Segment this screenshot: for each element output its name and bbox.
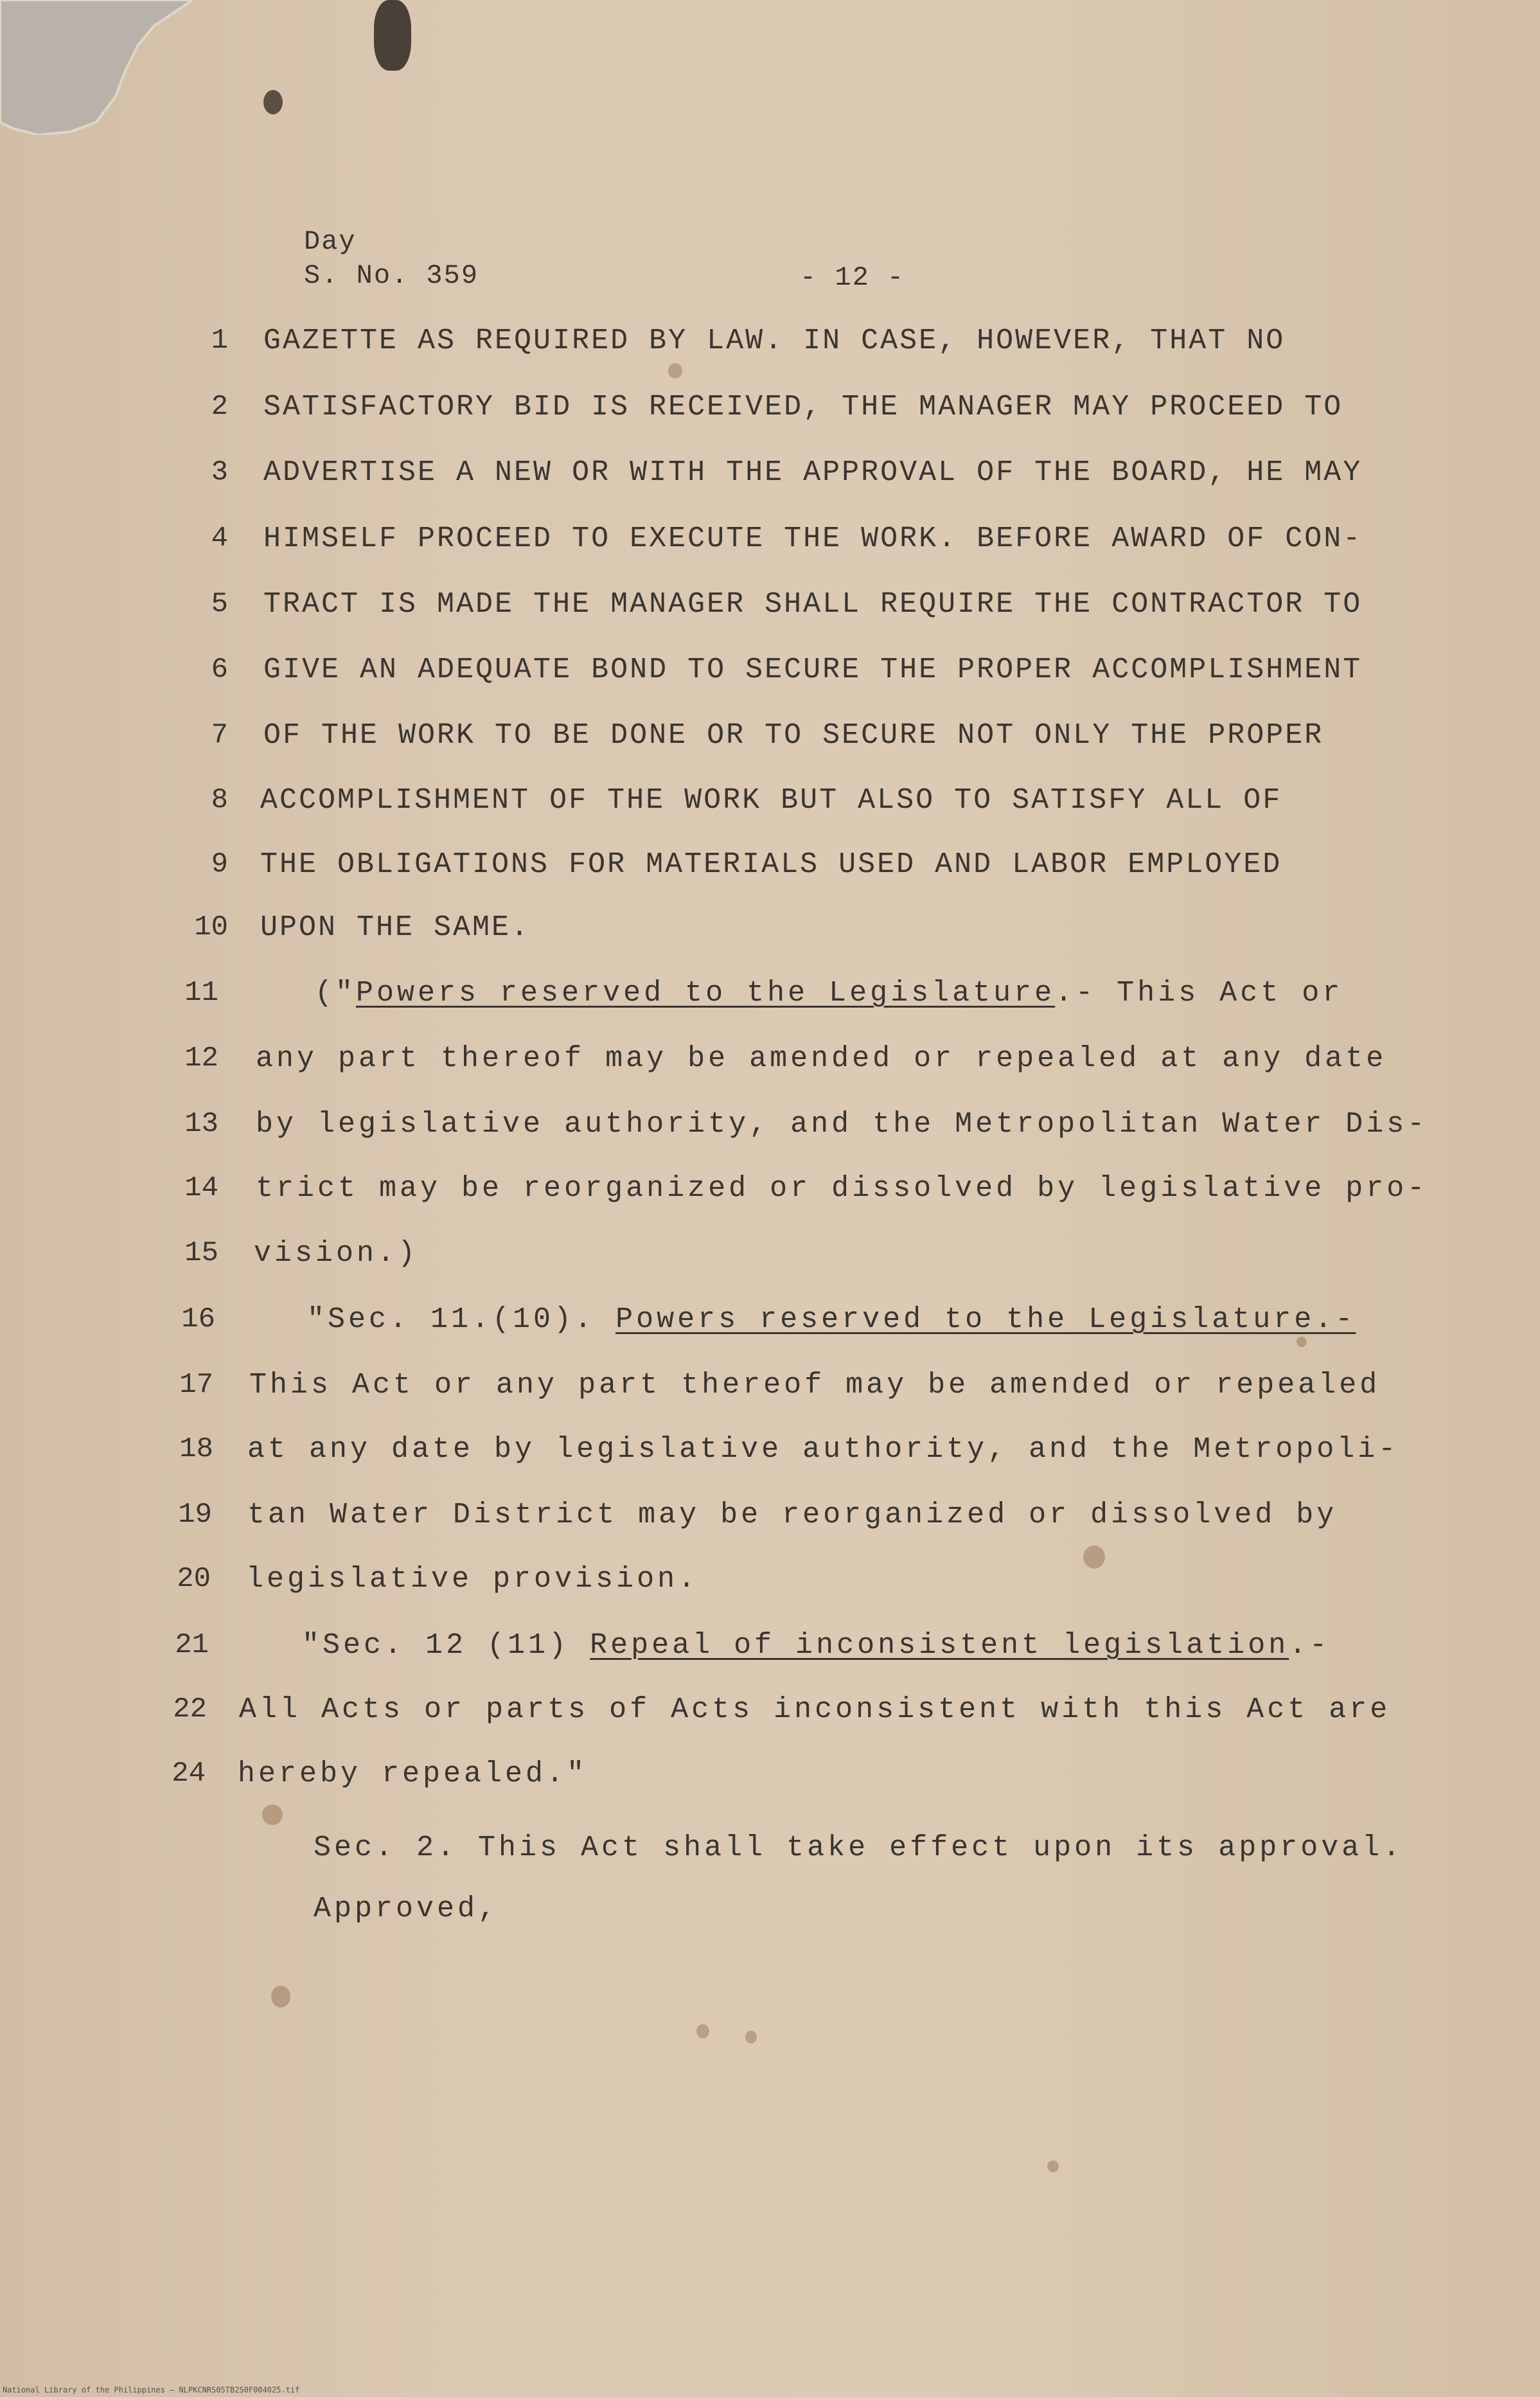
- text-suffix: .- This Act or: [1055, 977, 1343, 1010]
- line-number: 1: [211, 325, 228, 357]
- line-text: [302, 1629, 1330, 1662]
- punch-hole-mark: [374, 0, 411, 71]
- day-label: Day: [304, 226, 357, 257]
- line-number: 19: [178, 1499, 212, 1531]
- line-number: 3: [211, 456, 228, 488]
- line-text: OF THE WORK TO BE DONE OR TO SECURE NOT ONLY THE PROPER: [263, 719, 1324, 752]
- line-text: ACCOMPLISHMENT OF THE WORK BUT ALSO TO SATISFY ALL OF: [260, 784, 1282, 817]
- line-number: 17: [179, 1369, 213, 1401]
- line-number: 15: [184, 1237, 218, 1269]
- line-number: 13: [184, 1108, 218, 1140]
- line-text: All Acts or parts of Acts inconsistent with this Act are: [239, 1693, 1391, 1726]
- line-text: at any date by legislative authority, and the Metropoli-: [247, 1433, 1399, 1466]
- stain-spot: [1047, 2161, 1059, 2172]
- line-text: trict may be reorganized or dissolved by legislative pro-: [256, 1172, 1428, 1205]
- line-number: 16: [181, 1303, 215, 1335]
- bill-number: S. No. 359: [304, 260, 479, 291]
- stain-spot: [271, 1986, 290, 2008]
- stain-spot: [1083, 1546, 1105, 1569]
- line-text: UPON THE SAME.: [260, 911, 531, 944]
- line-number: 8: [211, 784, 228, 816]
- stain-spot: [668, 363, 682, 379]
- section-heading: Powers reserved to the Legislature: [356, 977, 1056, 1010]
- text-suffix: .-: [1289, 1629, 1331, 1662]
- line-number: 11: [184, 977, 218, 1009]
- ink-smudge: [263, 90, 283, 114]
- line-text: [315, 977, 1343, 1010]
- torn-corner: [0, 0, 193, 135]
- line-text: This Act or any part thereof may be amended or repealed: [249, 1369, 1381, 1402]
- line-number: 21: [175, 1629, 209, 1661]
- line-number: 24: [172, 1758, 206, 1790]
- line-text: SATISFACTORY BID IS RECEIVED, THE MANAGER MAY PROCEED TO: [263, 391, 1343, 423]
- line-text: TRACT IS MADE THE MANAGER SHALL REQUIRE THE CONTRACTOR TO: [263, 588, 1363, 621]
- line-text: HIMSELF PROCEED TO EXECUTE THE WORK. BEFORE AWARD OF CON-: [263, 522, 1363, 555]
- text-prefix: (": [315, 977, 357, 1010]
- line-text: [307, 1303, 1356, 1336]
- text-prefix: "Sec. 11.(10).: [307, 1303, 616, 1336]
- line-number: 5: [211, 588, 228, 620]
- line-number: 14: [184, 1172, 218, 1204]
- line-text: vision.): [254, 1237, 419, 1270]
- section-heading: Powers reserved to the Legislature.-: [615, 1303, 1356, 1336]
- line-number: 9: [211, 848, 228, 880]
- text-prefix: "Sec. 12 (11): [302, 1629, 590, 1662]
- line-number: 18: [179, 1433, 213, 1465]
- approved-label: Approved,: [314, 1893, 499, 1925]
- scan-source-caption: National Library of the Philippines — NLPKCNRS05TB2S0F004025.tif: [3, 2385, 300, 2394]
- section-heading: Repeal of inconsistent legislation: [590, 1629, 1289, 1662]
- line-text: GIVE AN ADEQUATE BOND TO SECURE THE PROPER ACCOMPLISHMENT: [263, 654, 1363, 686]
- line-number: 2: [211, 391, 228, 423]
- stain-spot: [696, 2024, 709, 2038]
- line-text: GAZETTE AS REQUIRED BY LAW. IN CASE, HOWEVER, THAT NO: [263, 325, 1286, 357]
- line-text: THE OBLIGATIONS FOR MATERIALS USED AND LABOR EMPLOYED: [260, 848, 1282, 881]
- line-text: by legislative authority, and the Metropolitan Water Dis-: [256, 1108, 1428, 1141]
- line-number: 22: [173, 1693, 207, 1725]
- line-number: 7: [211, 719, 228, 751]
- page-number: - 12 -: [800, 262, 905, 293]
- stain-spot: [1297, 1337, 1307, 1347]
- stain-spot: [745, 2031, 757, 2044]
- enacting-clause: Sec. 2. This Act shall take effect upon its approval.: [314, 1831, 1404, 1864]
- line-text: ADVERTISE A NEW OR WITH THE APPROVAL OF THE BOARD, HE MAY: [263, 456, 1363, 489]
- line-number: 4: [211, 522, 228, 555]
- line-number: 20: [177, 1563, 211, 1595]
- line-text: hereby repealed.": [238, 1758, 588, 1790]
- line-number: 6: [211, 654, 228, 686]
- line-number: 10: [194, 911, 228, 943]
- line-number: 12: [184, 1042, 218, 1074]
- line-text: any part thereof may be amended or repealed at any date: [256, 1042, 1387, 1075]
- stain-spot: [262, 1804, 283, 1825]
- line-text: legislative provision.: [246, 1563, 699, 1596]
- line-text: tan Water District may be reorganized or dissolved by: [247, 1499, 1338, 1531]
